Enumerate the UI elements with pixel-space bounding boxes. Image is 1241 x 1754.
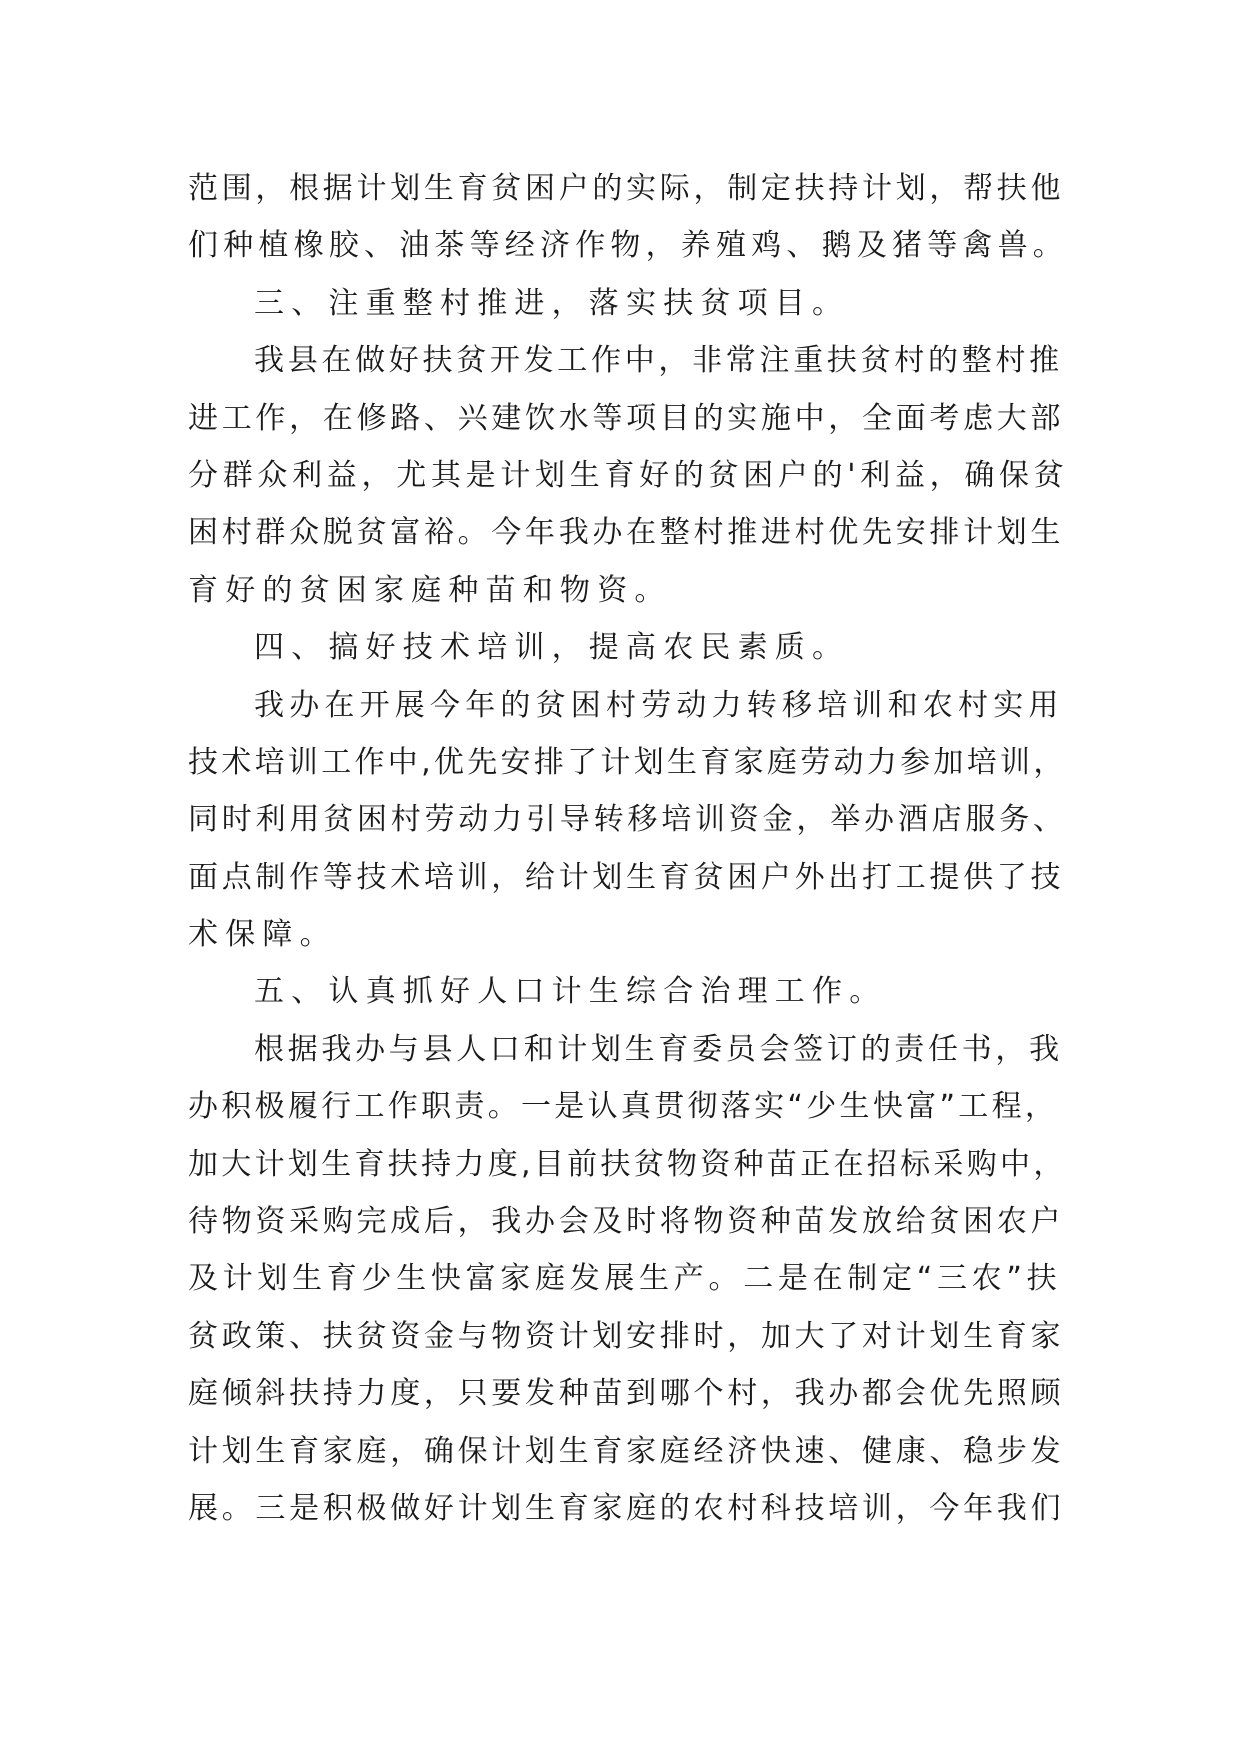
text-line: 面点制作等技术培训，给计划生育贫困户外出打工提供了技 — [188, 859, 1065, 895]
document-body — [188, 160, 1069, 1537]
text-line: 困村群众脱贫富裕。今年我办在整村推进村优先安排计划生 — [188, 515, 1065, 551]
text-line: 范围，根据计划生育贫困户的实际，制定扶持计划，帮扶他 — [188, 171, 1065, 206]
paragraph-first-line: 五、认真抓好人口计生综合治理工作。 — [254, 974, 887, 1010]
text-line: 庭倾斜扶持力度，只要发种苗到哪个村，我办都会优先照顾 — [188, 1376, 1065, 1412]
text-line: 育好的贫困家庭种苗和物资。 — [188, 572, 672, 608]
text-line: 分群众利益，尤其是计划生育好的贫困户的'利益，确保贫 — [188, 457, 1069, 493]
text-line: 们种植橡胶、油茶等经济作物，养殖鸡、鹅及猪等禽兽。 — [188, 228, 1068, 264]
paragraph-first-line: 我县在做好扶贫开发工作中，非常注重扶贫村的整村推 — [254, 343, 1063, 379]
text-line: 展。三是积极做好计划生育家庭的农村科技培训，今年我们 — [188, 1490, 1065, 1526]
paragraph-first-line: 我办在开展今年的贫困村劳动力转移培训和农村实用 — [254, 687, 1064, 723]
paragraph-first-line: 三、注重整村推进，落实扶贫项目。 — [254, 285, 850, 321]
text-line: 进工作，在修路、兴建饮水等项目的实施中，全面考虑大部 — [188, 400, 1065, 436]
text-line: 贫政策、扶贫资金与物资计划安排时，加大了对计划生育家 — [188, 1318, 1065, 1354]
paragraph-first-line: 四、搞好技术培训，提高农民素质。 — [254, 630, 850, 666]
text-line: 待物资采购完成后，我办会及时将物资种苗发放给贫困农户 — [188, 1204, 1065, 1240]
text-line: 及计划生育少生快富家庭发展生产。二是在制定“三农”扶 — [188, 1261, 1062, 1297]
text-line: 技术培训工作中,优先安排了计划生育家庭劳动力参加培训， — [188, 744, 1067, 780]
text-line: 术保障。 — [188, 917, 337, 953]
paragraph-first-line: 根据我办与县人口和计划生育委员会签订的责任书，我 — [254, 1031, 1063, 1067]
text-line: 办积极履行工作职责。一是认真贯彻落实“少生快富”工程， — [188, 1089, 1059, 1125]
text-line: 加大计划生育扶持力度,目前扶贫物资种苗正在招标采购中， — [188, 1146, 1067, 1182]
text-line: 同时利用贫困村劳动力引导转移培训资金，举办酒店服务、 — [188, 802, 1067, 838]
text-line: 计划生育家庭，确保计划生育家庭经济快速、健康、稳步发 — [188, 1433, 1065, 1469]
